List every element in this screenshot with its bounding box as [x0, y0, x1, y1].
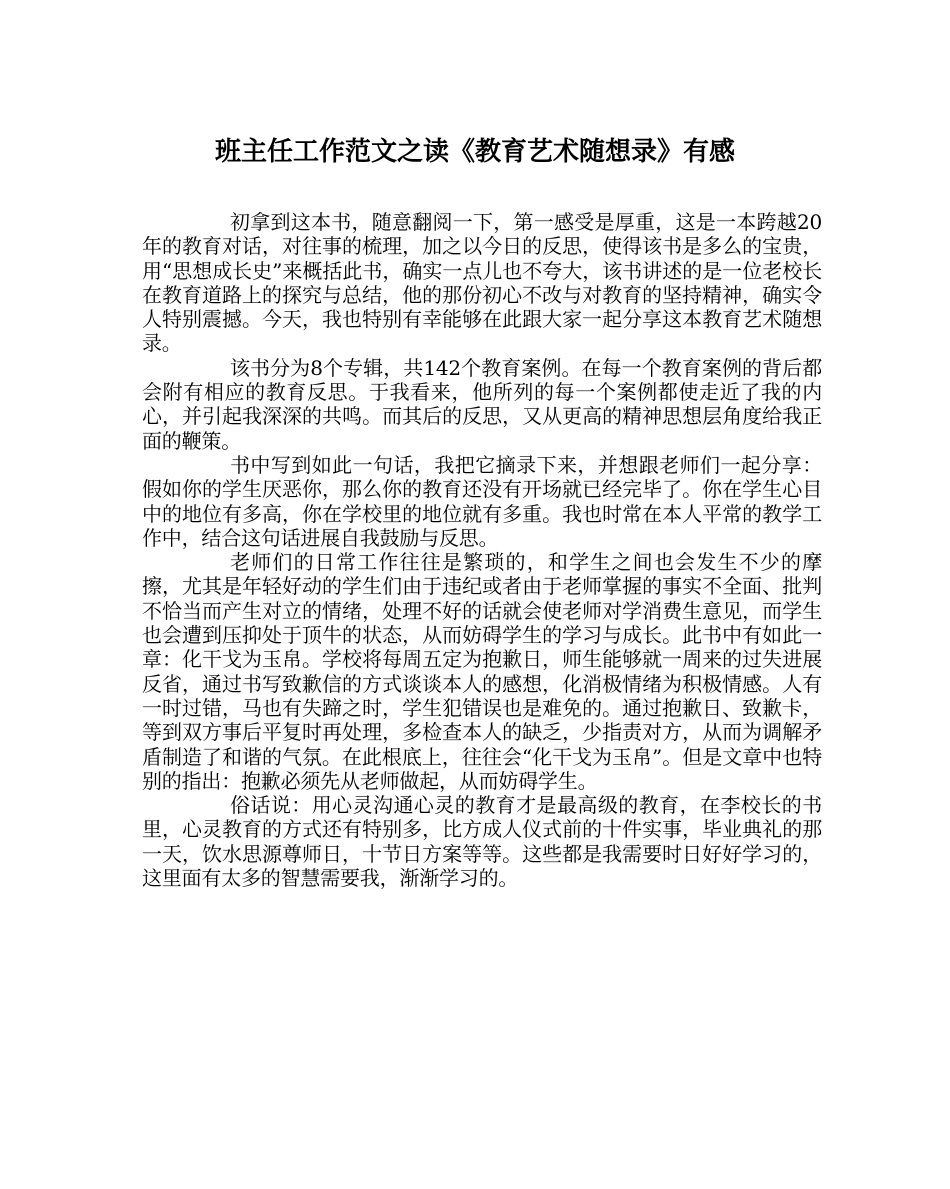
paragraph-1: 初拿到这本书，随意翻阅一下，第一感受是厚重，这是一本跨越20年的教育对话，对往事的梳理，加之以今日的反思，使得该书是多么的宝贵，用“思想成长史”来概括此书，确实一点儿也不夸大，该书讲述的是一位老校长在教育道路上的探究与总结，他的那份初心不改与对教育的坚持精神，确实令人特别震撼。今天，我也特别有幸能够在此跟大家一起分享这本教育艺术随想录。: [142, 210, 822, 356]
paragraph-5: 俗话说：用心灵沟通心灵的教育才是最高级的教育，在李校长的书里，心灵教育的方式还有特别多，比方成人仪式前的十件实事，毕业典礼的那一天，饮水思源尊师日，十节日方案等等。这些都是我需要时日好好学习的，这里面有太多的智慧需要我，渐渐学习的。: [142, 793, 822, 891]
document-body: [142, 210, 822, 890]
paragraph-2: 该书分为8个专辑，共142个教育案例。在每一个教育案例的背后都会附有相应的教育反思。于我看来，他所列的每一个案例都使走近了我的内心，并引起我深深的共鸣。而其后的反思，又从更高的精神思想层角度给我正面的鞭策。: [142, 355, 822, 453]
paragraph-4: 老师们的日常工作往往是繁琐的，和学生之间也会发生不少的摩擦，尤其是年轻好动的学生们由于违纪或者由于老师掌握的事实不全面、批判不恰当而产生对立的情绪，处理不好的话就会使老师对学消费生意见，而学生也会遭到压抑处于顶牛的状态，从而妨碍学生的学习与成长。此书中有如此一章：化干戈为玉帛。学校将每周五定为抱歉日，师生能够就一周来的过失进展反省，通过书写致歉信的方式谈谈本人的感想，化消极情绪为积极情感。人有一时过错，马也有失蹄之时，学生犯错误也是难免的。通过抱歉日、致歉卡，等到双方事后平复时再处理，多检查本人的缺乏，少指责对方，从而为调解矛盾制造了和谐的气氛。在此根底上，往往会“化干戈为玉帛”。但是文章中也特别的指出：抱歉必须先从老师做起，从而妨碍学生。: [142, 550, 822, 793]
document-title: 班主任工作范文之读《教育艺术随想录》有感: [214, 137, 735, 167]
paragraph-3: 书中写到如此一句话，我把它摘录下来，并想跟老师们一起分享：假如你的学生厌恶你，那么你的教育还没有开场就已经完毕了。你在学生心目中的地位有多高，你在学校里的地位就有多重。我也时常在本人平常的教学工作中，结合这句话进展自我鼓励与反思。: [142, 452, 822, 550]
